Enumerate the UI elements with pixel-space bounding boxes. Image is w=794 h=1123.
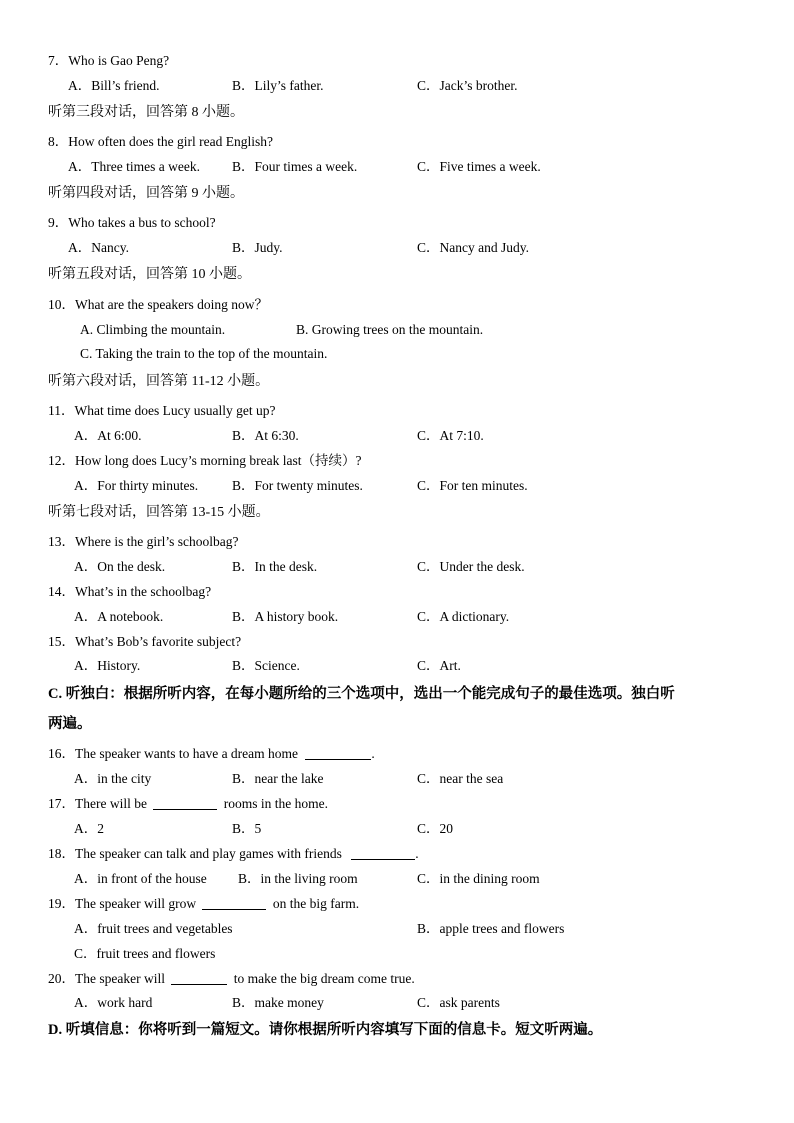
question-10-stem: 10．What are the speakers doing now？: [48, 297, 269, 312]
answer-blank: [153, 795, 217, 810]
option-c: C．At 7:10.: [417, 428, 484, 443]
question-20-options: [0, 992, 794, 1014]
option-c: C．Jack’s brother.: [417, 78, 518, 93]
question-18-stem: [48, 843, 419, 865]
option-a: A．in the city: [74, 771, 152, 786]
question-12-options: [0, 475, 794, 497]
question-18-options: [0, 868, 794, 890]
question-19-stem: [48, 893, 359, 915]
option-b: B．At 6:30.: [232, 428, 299, 443]
question-13-options: [0, 556, 794, 578]
section-d-header: D. 听填信息：你将听到一篇短文。请你根据所听内容填写下面的信息卡。短文听两遍。: [48, 1022, 603, 1038]
option-c: C．A dictionary.: [417, 609, 510, 624]
option-a: A．fruit trees and vegetables: [74, 921, 233, 936]
question-16-options: [0, 768, 794, 790]
question-8-stem: 8．How often does the girl read English?: [48, 134, 273, 149]
question-15-stem: 15．What’s Bob’s favorite subject?: [48, 634, 242, 649]
question-19-options: [0, 918, 794, 940]
option-c: C．20: [417, 821, 454, 836]
question-12-stem: 12．How long does Lucy’s morning break last（持续）?: [48, 453, 362, 468]
section-c-header-cont: 两遍。: [48, 716, 92, 732]
question-17-stem: [48, 793, 328, 815]
question-11-options: [0, 425, 794, 447]
option-c: C．Nancy and Judy.: [417, 240, 529, 255]
option-c: C．in the dining room: [417, 871, 540, 886]
option-c: C．Under the desk.: [417, 559, 525, 574]
option-a: A．in front of the house: [74, 871, 207, 886]
stem-text-end: .: [371, 746, 375, 761]
question-16-stem: [48, 743, 375, 765]
option-b: B．in the living room: [238, 871, 358, 886]
option-b: B．Judy.: [232, 240, 283, 255]
option-c: C．near the sea: [417, 771, 504, 786]
option-a: A．2: [74, 821, 104, 836]
question-13-stem: 13．Where is the girl’s schoolbag?: [48, 534, 239, 549]
section-instruction-7: 听第七段对话，回答第 13-15 小题。: [48, 505, 270, 520]
question-8-options: [0, 156, 794, 178]
option-b: B．Lily’s father.: [232, 78, 324, 93]
stem-text-end: rooms in the home.: [223, 796, 328, 811]
option-c: C．fruit trees and flowers: [74, 946, 216, 961]
option-a: A．History.: [74, 658, 141, 673]
answer-blank: [351, 845, 415, 860]
option-a: A．Nancy.: [68, 240, 129, 255]
option-c: C．For ten minutes.: [417, 478, 528, 493]
option-b: B．make money: [232, 995, 324, 1010]
option-c: C. Taking the train to the top of the mountain.: [80, 346, 328, 361]
option-a: A. Climbing the mountain.: [80, 322, 226, 337]
answer-blank: [305, 745, 371, 760]
question-11-stem: 11．What time does Lucy usually get up?: [48, 403, 276, 418]
question-17-options: [0, 818, 794, 840]
question-7-options: [0, 75, 794, 97]
option-b: B．near the lake: [232, 771, 324, 786]
answer-blank: [202, 895, 266, 910]
section-instruction-6: 听第六段对话，回答第 11-12 小题。: [48, 374, 270, 389]
option-b: B．Science.: [232, 658, 300, 673]
option-c: C．Art.: [417, 658, 461, 673]
question-9-options: [0, 237, 794, 259]
option-a: A．For thirty minutes.: [74, 478, 199, 493]
question-9-stem: 9．Who takes a bus to school?: [48, 215, 216, 230]
option-a: A．Three times a week.: [68, 159, 200, 174]
stem-text-end: .: [415, 846, 419, 861]
stem-text-end: to make the big dream come true.: [233, 971, 415, 986]
question-10-options: [0, 319, 794, 341]
option-b: B．In the desk.: [232, 559, 318, 574]
option-a: A．At 6:00.: [74, 428, 142, 443]
answer-blank: [171, 970, 227, 985]
stem-text: 16．The speaker wants to have a dream home: [48, 746, 299, 761]
option-b: B．A history book.: [232, 609, 339, 624]
option-c: C．ask parents: [417, 995, 500, 1010]
stem-text: 20．The speaker will: [48, 971, 165, 986]
section-instruction-3: 听第三段对话，回答第 8 小题。: [48, 105, 244, 120]
option-b: B．Four times a week.: [232, 159, 358, 174]
question-20-stem: [48, 968, 415, 990]
option-b: B．5: [232, 821, 262, 836]
option-a: A．A notebook.: [74, 609, 164, 624]
section-instruction-5: 听第五段对话，回答第 10 小题。: [48, 267, 251, 282]
question-14-stem: 14．What’s in the schoolbag?: [48, 584, 212, 599]
option-a: A．work hard: [74, 995, 153, 1010]
section-c-header: C. 听独白：根据所听内容，在每小题所给的三个选项中，选出一个能完成句子的最佳选项。独白听: [48, 686, 675, 702]
stem-text: 19．The speaker will grow: [48, 896, 197, 911]
stem-text: 17．There will be: [48, 796, 147, 811]
option-b: B．For twenty minutes.: [232, 478, 363, 493]
option-c: C．Five times a week.: [417, 159, 541, 174]
question-14-options: [0, 606, 794, 628]
section-instruction-4: 听第四段对话，回答第 9 小题。: [48, 186, 244, 201]
question-7-stem: 7．Who is Gao Peng?: [48, 53, 170, 68]
option-a: A．On the desk.: [74, 559, 166, 574]
option-b: B. Growing trees on the mountain.: [296, 322, 484, 337]
question-15-options: [0, 655, 794, 677]
stem-text-end: on the big farm.: [272, 896, 360, 911]
option-b: B．apple trees and flowers: [417, 921, 565, 936]
option-a: A．Bill’s friend.: [68, 78, 160, 93]
stem-text: 18．The speaker can talk and play games with friends: [48, 846, 342, 861]
